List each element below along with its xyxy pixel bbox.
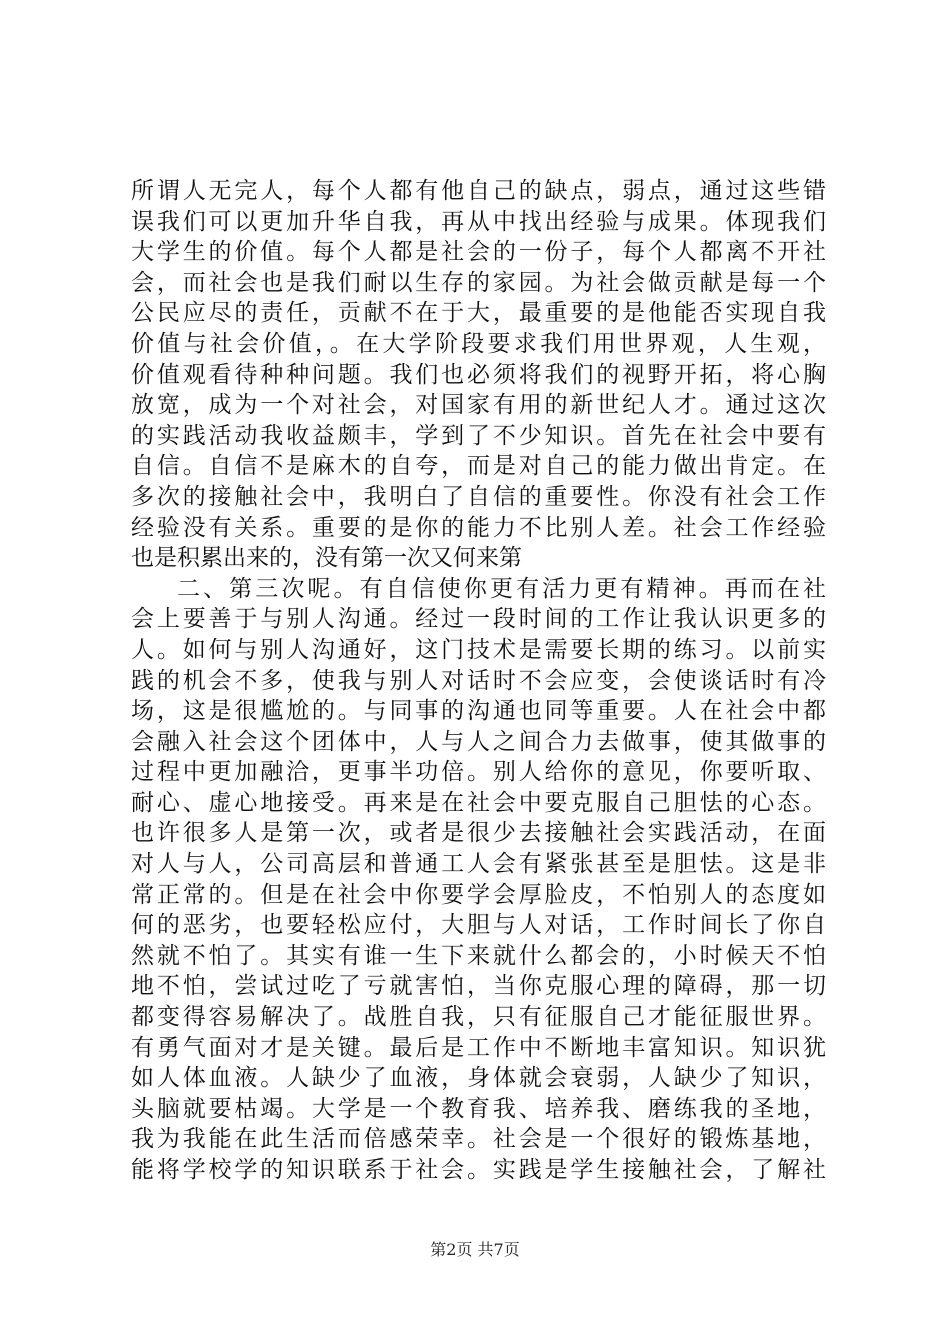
text-line: 何的恶劣，也要轻松应付，大胆与人对话，工作时间长了你自 [131, 912, 826, 939]
text-line: 能将学校学的知识联系于社会。实践是学生接触社会，了解社 [131, 1157, 826, 1183]
text-line: 多次的接触社会中，我明白了自信的重要性。你没有社会工作 [131, 483, 826, 510]
text-line: 价值观看待种种问题。我们也必须将我们的视野开拓，将心胸 [131, 361, 826, 388]
text-line: 也是积累出来的，没有第一次又何来第 [131, 545, 522, 572]
text-line: 践的机会不多，使我与别人对话时不会应变，会使谈话时有冷 [131, 667, 826, 694]
text-line: 我为我能在此生活而倍感荣幸。社会是一个很好的锻炼基地， [131, 1126, 826, 1153]
page-number-footer: 第2页 共7页 [430, 1240, 520, 1259]
text-line: 然就不怕了。其实有谁一生下来就什么都会的，小时候天不怕 [131, 942, 826, 969]
text-line: 公民应尽的责任，贡献不在于大，最重要的是他能否实现自我 [131, 300, 826, 327]
text-line: 放宽，成为一个对社会，对国家有用的新世纪人才。通过这次 [131, 392, 826, 419]
text-line: 价值与社会价值，。在大学阶段要求我们用世界观，人生观， [131, 330, 826, 357]
text-line: 场，这是很尴尬的。与同事的沟通也同等重要。人在社会中都 [131, 698, 826, 725]
text-line: 过程中更加融洽，更事半功倍。别人给你的意见，你要听取、 [131, 759, 826, 786]
text-line: 自信。自信不是麻木的自夸，而是对自己的能力做出肯定。在 [131, 453, 826, 480]
text-line: 经验没有关系。重要的是你的能力不比别人差。社会工作经验 [131, 514, 826, 541]
text-line: 会上要善于与别人沟通。经过一段时间的工作让我认识更多的 [131, 606, 826, 633]
text-line: 头脑就要枯竭。大学是一个教育我、培养我、磨练我的圣地， [131, 1095, 826, 1122]
text-line: 的实践活动我收益颇丰，学到了不少知识。首先在社会中要有 [131, 422, 826, 449]
text-line: 耐心、虚心地接受。再来是在社会中要克服自己胆怯的心态。 [131, 789, 826, 816]
text-line: 常正常的。但是在社会中你要学会厚脸皮，不怕别人的态度如 [131, 881, 826, 908]
text-line: 大学生的价值。每个人都是社会的一份子，每个人都离不开社 [131, 239, 826, 266]
text-line: 所谓人无完人，每个人都有他自己的缺点，弱点，通过这些错 [131, 178, 826, 204]
text-line: 地不怕，尝试过吃了亏就害怕，当你克服心理的障碍，那一切 [131, 973, 826, 1000]
text-line: 会，而社会也是我们耐以生存的家园。为社会做贡献是每一个 [131, 269, 826, 296]
paragraph-start-line: 二、第三次呢。有自信使你更有活力更有精神。再而在社 [177, 575, 826, 602]
text-line: 如人体血液。人缺少了血液，身体就会衰弱，人缺少了知识， [131, 1065, 826, 1092]
text-line: 误我们可以更加升华自我，再从中找出经验与成果。体现我们 [131, 208, 826, 235]
text-line: 人。如何与别人沟通好，这门技术是需要长期的练习。以前实 [131, 636, 826, 663]
document-body [131, 176, 826, 1186]
text-line: 都变得容易解决了。战胜自我，只有征服自己才能征服世界。 [131, 1004, 826, 1031]
text-line: 也许很多人是第一次，或者是很少去接触社会实践活动，在面 [131, 820, 826, 847]
text-line: 有勇气面对才是关键。最后是工作中不断地丰富知识。知识犹 [131, 1034, 826, 1061]
text-line: 会融入社会这个团体中，人与人之间合力去做事，使其做事的 [131, 728, 826, 755]
text-line: 对人与人，公司高层和普通工人会有紧张甚至是胆怯。这是非 [131, 851, 826, 878]
